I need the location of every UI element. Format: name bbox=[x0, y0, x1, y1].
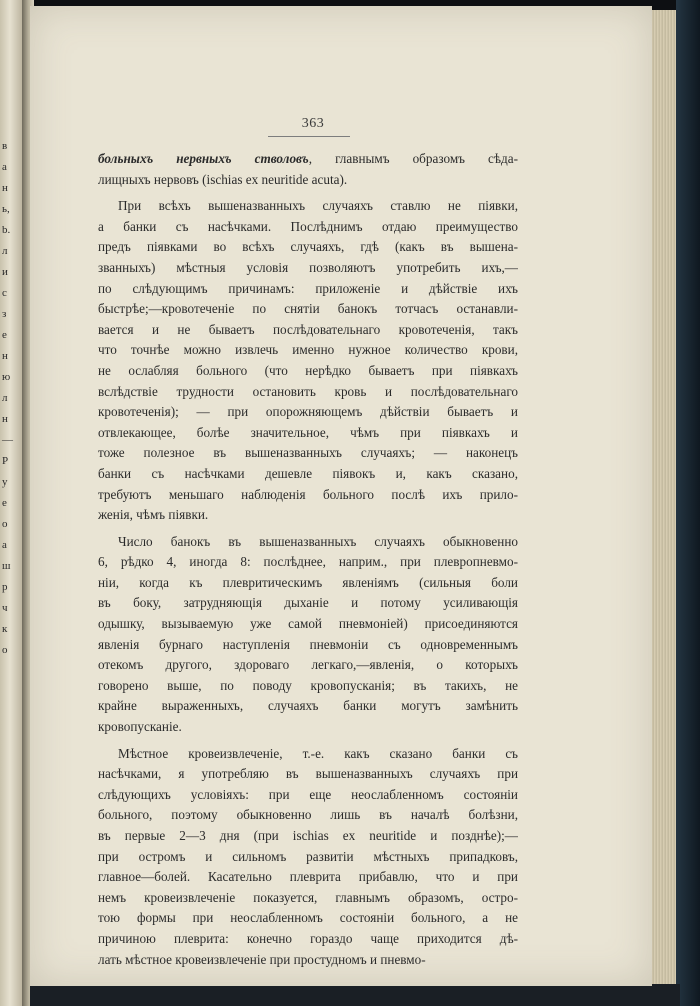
text-line: При всѣхъ вышеназванныхъ случаяхъ ставлю не піявки, bbox=[118, 198, 518, 214]
text-line: что точнѣе можно извлечь именно нужное количество крови, bbox=[98, 342, 518, 358]
facing-page-fragment: ю bbox=[2, 371, 11, 383]
facing-page-fragment: н bbox=[2, 413, 8, 425]
facing-page-fragment: Р bbox=[2, 455, 9, 467]
text-line: Мѣстное кровеизвлеченіе, т.-е. какъ сказано банки съ bbox=[118, 745, 518, 761]
text-line: причиною плеврита: конечно гораздо чаще приходится дѣ- bbox=[98, 930, 518, 946]
paragraph bbox=[98, 196, 518, 526]
text-line: предъ піявками во всѣхъ случаяхъ, гдѣ (какъ въ вышена- bbox=[98, 239, 518, 255]
paragraph bbox=[98, 532, 518, 738]
text-line: одышку, вызываемую уже самой пневмоніей) присоединяются bbox=[98, 616, 518, 632]
facing-page-fragment: у bbox=[2, 476, 8, 488]
text-line: требуютъ меньшаго наблюденія больного послѣ ихъ прило- bbox=[98, 486, 518, 502]
text-line: слѣдующихъ условіяхъ: при еще неослабленномъ состояніи bbox=[98, 786, 518, 802]
text-line: лищныхъ нервовъ (ischias ex neuritide acuta). bbox=[98, 171, 348, 187]
book-cover-edge bbox=[676, 0, 700, 1006]
text-line: званныхъ) мѣстныя условія позволяютъ употребить ихъ,— bbox=[98, 259, 518, 275]
page-number: 363 bbox=[301, 116, 325, 131]
text-line: Число банокъ въ вышеназванныхъ случаяхъ обыкновенно bbox=[118, 533, 518, 549]
facing-page-fragment: ш bbox=[2, 560, 11, 572]
text-line: крайне выраженныхъ, случаяхъ банки могутъ замѣнить bbox=[98, 698, 518, 714]
text-line: отвлекающее, болѣе значительное, чѣмъ при піявкахъ и bbox=[98, 424, 518, 440]
text-line: насѣчками, я употребляю въ вышеназванныхъ случаяхъ при bbox=[98, 766, 518, 782]
text-line: кровопусканіе. bbox=[98, 719, 182, 735]
facing-page-text-fragments bbox=[0, 0, 22, 1006]
text-line: въ боку, затрудняющія дыханіе и потому усиливающія bbox=[98, 595, 518, 611]
facing-page-fragment: c bbox=[2, 287, 7, 299]
text-line: ніи, когда къ плевритическимъ явленіямъ (сильныя боли bbox=[98, 574, 518, 590]
facing-page-fragment: е bbox=[2, 329, 7, 341]
text-line: вается и не бываетъ послѣдовательнаго кровотеченія, такъ bbox=[98, 321, 518, 337]
text-line: тоже полезное въ вышеназванныхъ случаяхъ; — наконецъ bbox=[98, 445, 518, 461]
text-line: быстрѣе;—кровотеченіе по снятіи банокъ тотчасъ останавли- bbox=[98, 301, 518, 317]
text-line: а банки съ насѣчками. Послѣднимъ отдаю преимущество bbox=[98, 218, 518, 234]
text-line: отекомъ другого, здороваго легкаго,—явленія, о которыхъ bbox=[98, 657, 518, 673]
text-line: говорено выше, по поводу кровопусканія; въ такихъ, не bbox=[98, 677, 518, 693]
facing-page-fragment: к bbox=[2, 623, 8, 635]
facing-page-fragment: ь, bbox=[2, 203, 10, 215]
text-line: лать мѣстное кровеизвлеченіе при простудномъ и пневмо- bbox=[98, 951, 426, 967]
text-line: явленія бурнаго наступленія пневмоніи съ одновременнымъ bbox=[98, 636, 518, 652]
facing-page-edge bbox=[0, 0, 22, 1006]
facing-page-fragment: е bbox=[2, 497, 7, 509]
text-line: кровотеченія); — при опорожняющемъ дѣйствіи бываетъ и bbox=[98, 404, 518, 420]
facing-page-fragment: н bbox=[2, 182, 8, 194]
facing-page-fragment: о bbox=[2, 644, 8, 656]
paragraph bbox=[98, 744, 518, 971]
facing-page-fragment: л bbox=[2, 392, 8, 404]
page-number-rule bbox=[268, 136, 350, 137]
facing-page-fragment: л bbox=[2, 245, 8, 257]
text-line bbox=[98, 149, 518, 170]
text-line: женія, чѣмъ піявки. bbox=[98, 507, 209, 523]
text-line: не ослабляя больного (что нерѣдко бываетъ при піявкахъ bbox=[98, 362, 518, 378]
facing-page-fragment: а bbox=[2, 161, 7, 173]
paragraph bbox=[98, 149, 518, 190]
facing-page-fragment: о bbox=[2, 518, 8, 530]
facing-page-fragment: ч bbox=[2, 602, 8, 614]
text-line: по слѣдующимъ причинамъ: приложеніе и дѣйствіе ихъ bbox=[98, 280, 518, 296]
facing-page-fragment: а bbox=[2, 539, 7, 551]
text-line: больного, поэтому обыкновенно лишь въ началѣ болѣзни, bbox=[98, 807, 518, 823]
facing-page-fragment: р bbox=[2, 581, 8, 593]
emphasized-phrase: больныхъ нервныхъ стволовъ bbox=[98, 151, 309, 166]
text-line: тою формы при неослабленномъ состояніи больного, а не bbox=[98, 910, 518, 926]
text-line: въ первые 2—3 дня (при ischias ex neuritide и позднѣе);— bbox=[98, 828, 518, 843]
text-line: банки съ насѣчками дешевле піявокъ и, какъ сказано, bbox=[98, 465, 518, 481]
line-text: , главнымъ образомъ сѣда- bbox=[308, 151, 518, 166]
facing-page-fragment: н bbox=[2, 350, 8, 362]
text-line: при остромъ и сильномъ развитіи мѣстныхъ припадковъ, bbox=[98, 848, 518, 864]
facing-page-fragment: b. bbox=[2, 224, 11, 236]
text-line: 6, рѣдко 4, иногда 8: послѣднее, наприм., при плевропневмо- bbox=[98, 554, 518, 570]
page-body-text bbox=[98, 149, 518, 976]
book-bottom-edge bbox=[30, 984, 680, 1006]
text-line: главное—болей. Касательно плеврита прибавлю, что и при bbox=[98, 869, 518, 885]
page-block-edges bbox=[648, 10, 678, 985]
facing-page-fragment: в bbox=[2, 140, 8, 152]
facing-page-fragment: и bbox=[2, 266, 8, 278]
text-line: немъ кровеизвлеченіе показуется, главнымъ образомъ, остро- bbox=[98, 889, 518, 905]
text-line: вслѣдствіе трудности остановить кровь и послѣдовательнаго bbox=[98, 383, 518, 399]
facing-page-fragment: — bbox=[2, 434, 13, 446]
facing-page-fragment: з bbox=[2, 308, 7, 320]
